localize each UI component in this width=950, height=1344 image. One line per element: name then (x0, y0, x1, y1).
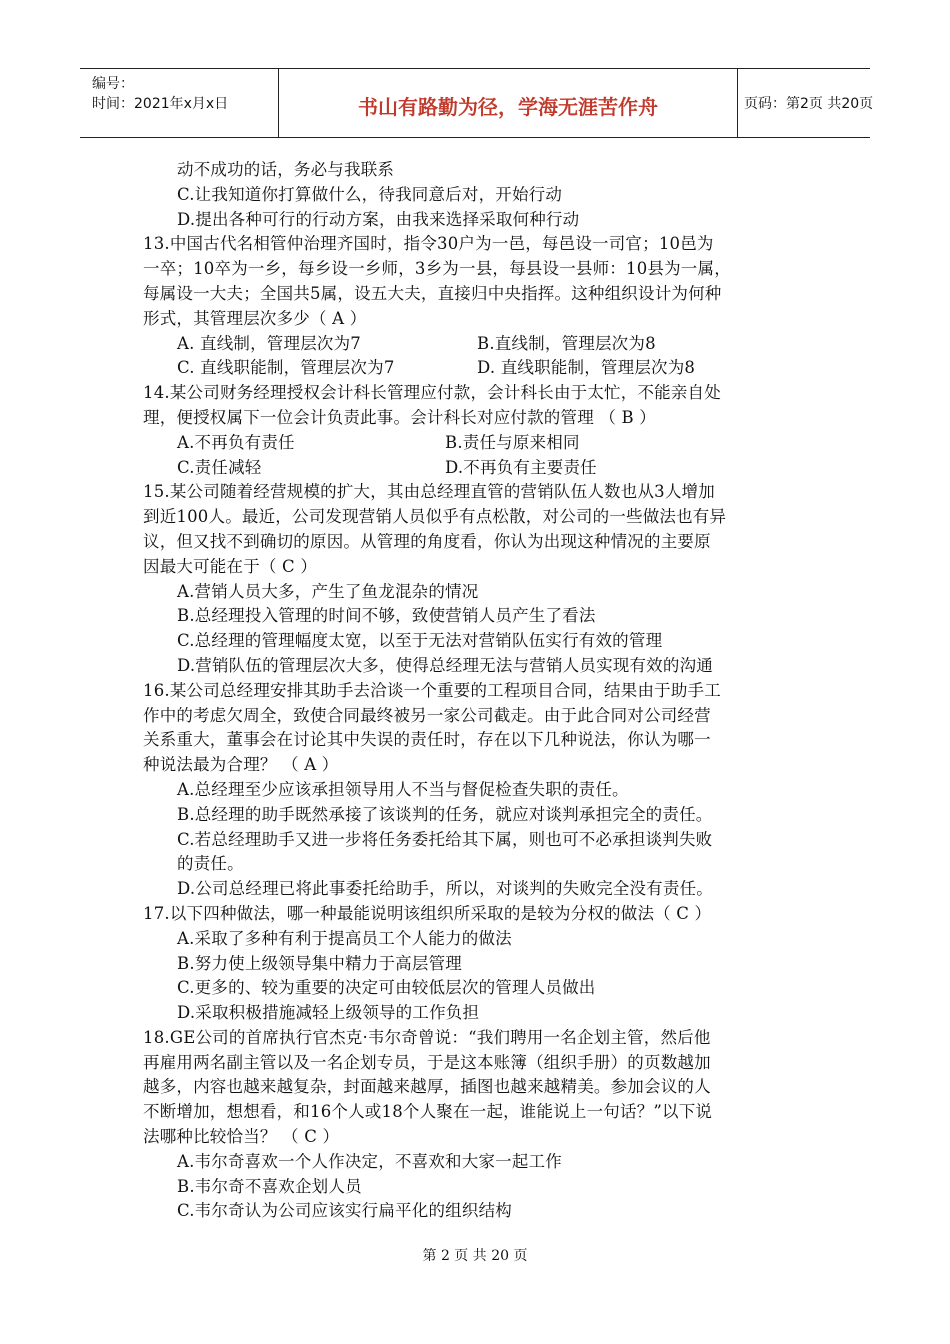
option-line: A.采取了多种有利于提高员工个人能力的做法 (177, 928, 512, 948)
question-16-line: 种说法最为合理？ （ A ） (143, 755, 339, 775)
text-line: 动不成功的话，务必与我联系 (177, 160, 395, 179)
option-line: A.总经理至少应该承担领导用人不当与督促检查失职的责任。 (177, 779, 629, 799)
header-page-label: 页码：第2页 共20页 (744, 96, 874, 112)
doc-code-label: 编号： (92, 76, 134, 92)
option-line: D.公司总经理已将此事委托给助手，所以，对谈判的失败完全没有责任。 (177, 879, 713, 899)
option-line: B.总经理投入管理的时间不够，致使营销人员产生了看法 (177, 606, 596, 626)
question-15-line: 议，但又找不到确切的原因。从管理的角度看，你认为出现这种情况的主要原 (143, 531, 711, 551)
header-page-cell (738, 69, 874, 137)
question-17-line: 17.以下四种做法，哪一种最能说明该组织所采取的是较为分权的做法（ C ） (143, 903, 712, 923)
option-b: B.责任与原来相同 (445, 432, 580, 452)
option-a: A. 直线制，管理层次为7 (177, 333, 362, 353)
option-row (143, 456, 823, 481)
question-18-line: 法哪种比较恰当？ （ C ） (143, 1127, 340, 1147)
option-line: A.营销人员大多，产生了鱼龙混杂的情况 (177, 581, 479, 601)
header-motto: 书山有路勤为径，学海无涯苦作舟 (358, 95, 658, 119)
header-meta-cell (80, 69, 278, 137)
option-b: B.直线制，管理层次为8 (477, 333, 656, 353)
page-header (80, 68, 874, 138)
question-16-line: 关系重大，董事会在讨论其中失误的责任时，存在以下几种说法，你认为哪一 (143, 730, 711, 750)
option-line: D.采取积极措施减轻上级领导的工作负担 (177, 1003, 480, 1023)
option-line: B.努力使上级领导集中精力于高层管理 (177, 953, 462, 973)
question-13-line: 形式，其管理层次多少（ A ） (143, 308, 367, 328)
option-line: C.韦尔奇认为公司应该实行扁平化的组织结构 (177, 1201, 512, 1221)
question-15-line: 因最大可能在于（ C ） (143, 556, 318, 576)
question-15-line: 到近100人。最近，公司发现营销人员似乎有点松散，对公司的一些做法也有异 (143, 507, 727, 527)
question-18-line: 18.GE公司的首席执行官杰克·韦尔奇曾说：“我们聘用一名企划主管，然后他 (143, 1027, 711, 1047)
option-line: A.韦尔奇喜欢一个人作决定，不喜欢和大家一起工作 (177, 1151, 562, 1171)
doc-date-label: 时间：2021年x月x日 (92, 96, 229, 112)
option-row (143, 332, 823, 357)
option-d: D.不再负有主要责任 (445, 457, 597, 477)
option-c: C. 直线职能制，管理层次为7 (177, 358, 395, 378)
question-13-line: 一卒；10卒为一乡，每乡设一乡师，3乡为一县，每县设一县师：10县为一属， (143, 259, 731, 279)
page-footer: 第 2 页 共 20 页 (422, 1248, 528, 1264)
question-13-line: 13.中国古代名相管仲治理齐国时，指令30户为一邑，每邑设一司官；10邑为 (143, 234, 714, 254)
option-line: D.营销队伍的管理层次大多，使得总经理无法与营销人员实现有效的沟通 (177, 655, 713, 675)
option-line: C.总经理的管理幅度太宽，以至于无法对营销队伍实行有效的管理 (177, 631, 663, 651)
option-line: 的责任。 (177, 854, 244, 874)
question-16-line: 作中的考虑欠周全，致使合同最终被另一家公司截走。由于此合同对公司经营 (143, 705, 711, 725)
option-line: C.更多的、较为重要的决定可由较低层次的管理人员做出 (177, 978, 596, 998)
option-line: C.若总经理助手又进一步将任务委托给其下属，则也可不必承担谈判失败 (177, 829, 713, 849)
option-line: B.总经理的助手既然承接了该谈判的任务，就应对谈判承担完全的责任。 (177, 804, 713, 824)
header-motto-cell (278, 69, 738, 137)
question-18-line: 越多，内容也越来越复杂，封面越来越厚，插图也越来越精美。参加会议的人 (143, 1077, 711, 1097)
question-15-line: 15.某公司随着经营规模的扩大，其由总经理直管的营销队伍人数也从3人增加 (143, 482, 715, 502)
question-18-line: 不断增加，想想看，和16个人或18个人聚在一起，谁能说上一句话？”以下说 (143, 1102, 713, 1122)
option-line: C.让我知道你打算做什么，待我同意后对，开始行动 (177, 184, 563, 204)
question-14-line: 理，便授权属下一位会计负责此事。会计科长对应付款的管理 （ B ） (143, 407, 656, 427)
option-row (143, 431, 823, 456)
question-16-line: 16.某公司总经理安排其助手去洽谈一个重要的工程项目合同，结果由于助手工 (143, 680, 721, 700)
option-d: D. 直线职能制，管理层次为8 (477, 358, 696, 378)
question-18-line: 再雇用两名副主管以及一名企划专员，于是这本账簿（组织手册）的页数越加 (143, 1052, 711, 1072)
question-13-line: 每属设一大夫；全国共5属，设五大夫，直接归中央指挥。这种组织设计为何种 (143, 283, 722, 303)
question-14-line: 14.某公司财务经理授权会计科长管理应付款，会计科长由于太忙，不能亲自处 (143, 383, 721, 403)
option-c: C.责任减轻 (177, 457, 262, 477)
option-row (143, 356, 823, 381)
option-line: B.韦尔奇不喜欢企划人员 (177, 1176, 362, 1196)
document-body (143, 158, 823, 1224)
option-a: A.不再负有责任 (177, 432, 295, 452)
option-line: D.提出各种可行的行动方案，由我来选择采取何种行动 (177, 209, 580, 229)
